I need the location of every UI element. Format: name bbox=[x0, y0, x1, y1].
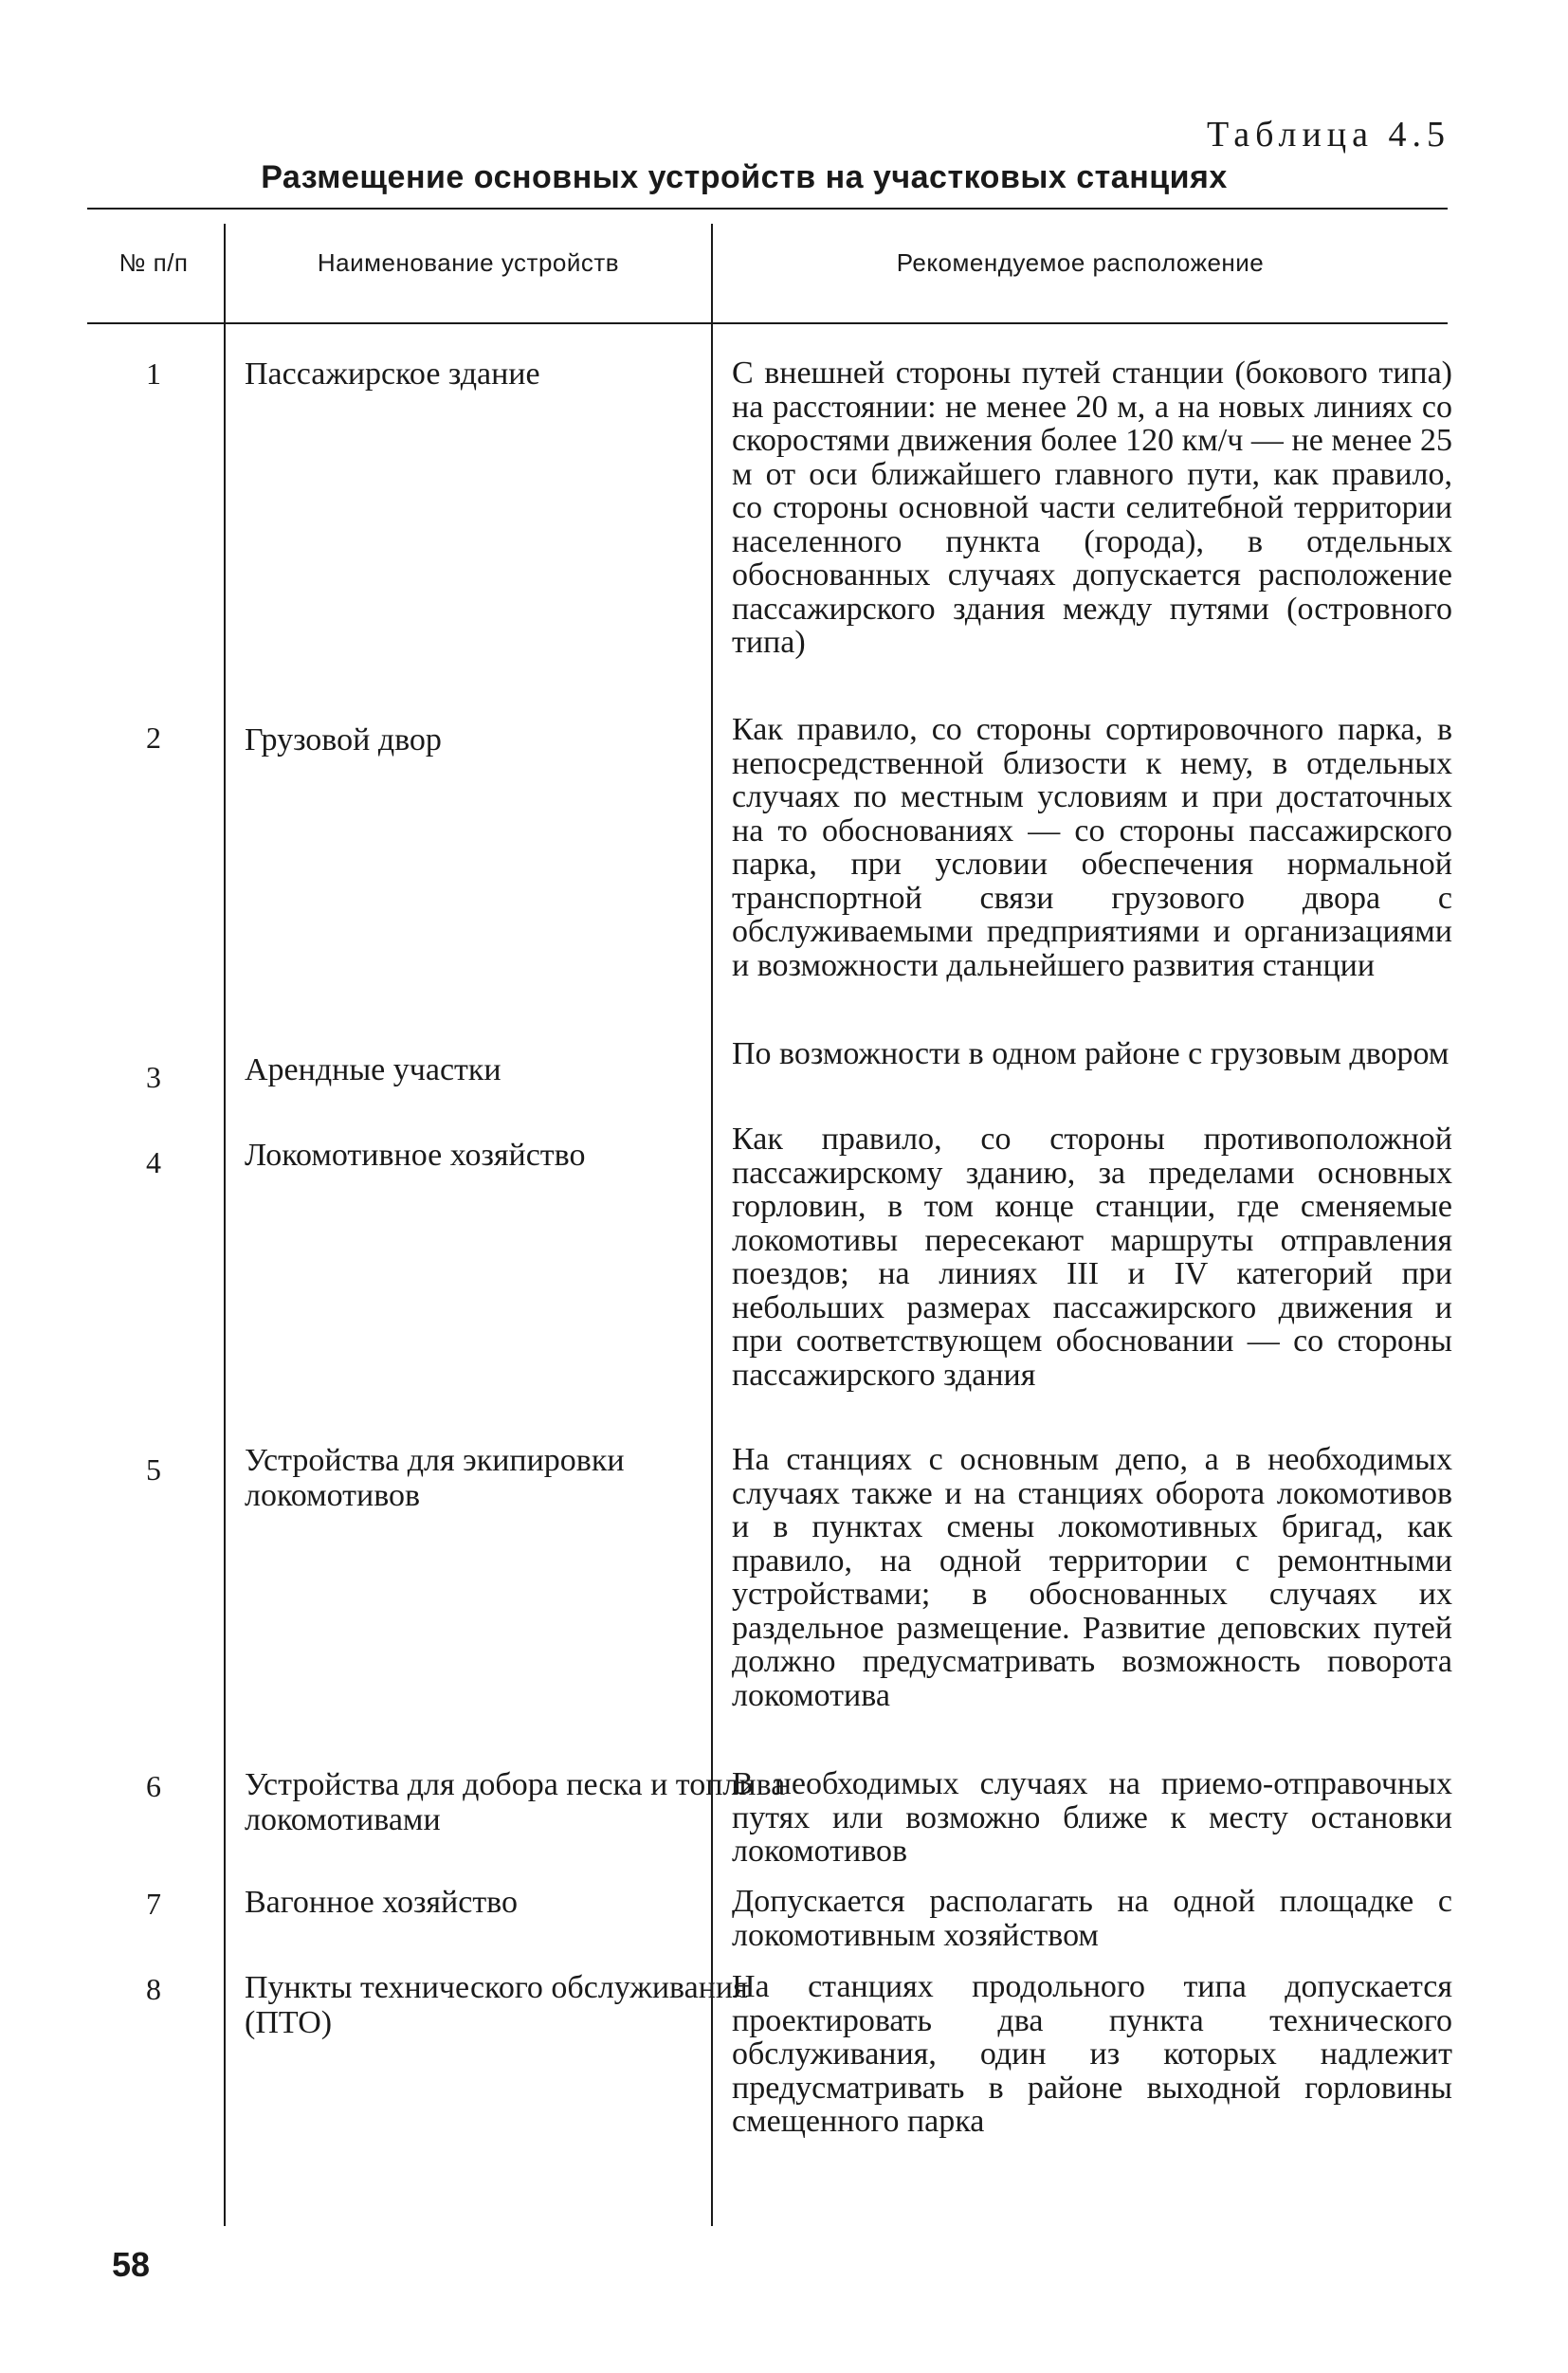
recommended-location: Как правило, со стороны противоположной пассажирскому зданию, за пределами основных горловин, в том конце станции, где сменяемые локомотивы пересекают маршруты отправления поездов; на линиях III и IV категорий при небольших размерах пассажирского движения и при соответствующем обосновании — со стороны пассажирского здания bbox=[732, 1122, 1452, 1393]
column-header-location: Рекомендуемое расположение bbox=[896, 248, 1265, 277]
row-number: 3 bbox=[146, 1060, 161, 1094]
row-number: 1 bbox=[146, 356, 161, 391]
device-name: Грузовой двор bbox=[245, 722, 442, 758]
table-number: Таблица 4.5 bbox=[1206, 115, 1450, 155]
column-header-num: № п/п bbox=[119, 248, 189, 277]
column-divider-1 bbox=[224, 224, 226, 2226]
device-name: Пункты технического обслуживания (ПТО) bbox=[245, 1970, 748, 2040]
device-name: Устройства для экипировки локомотивов bbox=[245, 1443, 625, 1513]
table-title: Размещение основных устройств на участковых станциях bbox=[261, 159, 1228, 195]
row-number: 2 bbox=[146, 721, 161, 755]
recommended-location: Допускается располагать на одной площадке с локомотивным хозяйством bbox=[732, 1884, 1452, 1953]
recommended-location: По возможности в одном районе с грузовым двором bbox=[732, 1036, 1449, 1071]
device-name: Пассажирское здание bbox=[245, 356, 540, 392]
device-name: Вагонное хозяйство bbox=[245, 1885, 519, 1920]
recommended-location: На станциях с основным депо, а в необходимых случаях также и на станциях оборота локомотивов и в пунктах смены локомотивных бригад, как правило, на одной территории с ремонтными устройствами; в обоснованных случаях их раздельное размещение. Развитие деповских путей должно предусматривать возможность поворота локомотива bbox=[732, 1442, 1452, 1713]
row-number: 6 bbox=[146, 1769, 161, 1803]
column-divider-2 bbox=[711, 224, 713, 2226]
row-number: 7 bbox=[146, 1887, 161, 1921]
recommended-location: В необходимых случаях на приемо-отправочных путях или возможно ближе к месту остановки локомотивов bbox=[732, 1766, 1452, 1869]
device-name: Устройства для добора песка и топлива локомотивами bbox=[245, 1767, 786, 1837]
row-number: 4 bbox=[146, 1145, 161, 1179]
table-header-rule bbox=[87, 322, 1448, 324]
recommended-location: С внешней стороны путей станции (бокового типа) на расстоянии: не менее 20 м, а на новых линиях со скоростями движения более 120 км/ч — не менее 25 м от оси ближайшего главного пути, как правило, со стороны основной части селитебной территории населенного пункта (города), в отдельных обоснованных случаях допускается расположение пассажирского здания между путями (островного типа) bbox=[732, 356, 1452, 660]
row-number: 5 bbox=[146, 1452, 161, 1487]
device-name: Арендные участки bbox=[245, 1052, 501, 1087]
recommended-location: На станциях продольного типа допускается проектировать два пункта технического обслуживания, один из которых надлежит предусматривать в районе выходной горловины смещенного парка bbox=[732, 1969, 1452, 2139]
column-header-name: Наименование устройств bbox=[317, 248, 620, 277]
page-number: 58 bbox=[112, 2245, 151, 2284]
row-number: 8 bbox=[146, 1972, 161, 2006]
device-name: Локомотивное хозяйство bbox=[245, 1138, 586, 1173]
recommended-location: Как правило, со стороны сортировочного парка, в непосредственной близости к нему, в отдельных случаях по местным условиям и при достаточных на то обоснованиях — со стороны пассажирского парка, при условии обеспечения нормальной транспортной связи грузового двора с обслуживаемыми предприятиями и организациями и возможности дальнейшего развития станции bbox=[732, 712, 1452, 983]
table-top-rule bbox=[87, 208, 1448, 210]
